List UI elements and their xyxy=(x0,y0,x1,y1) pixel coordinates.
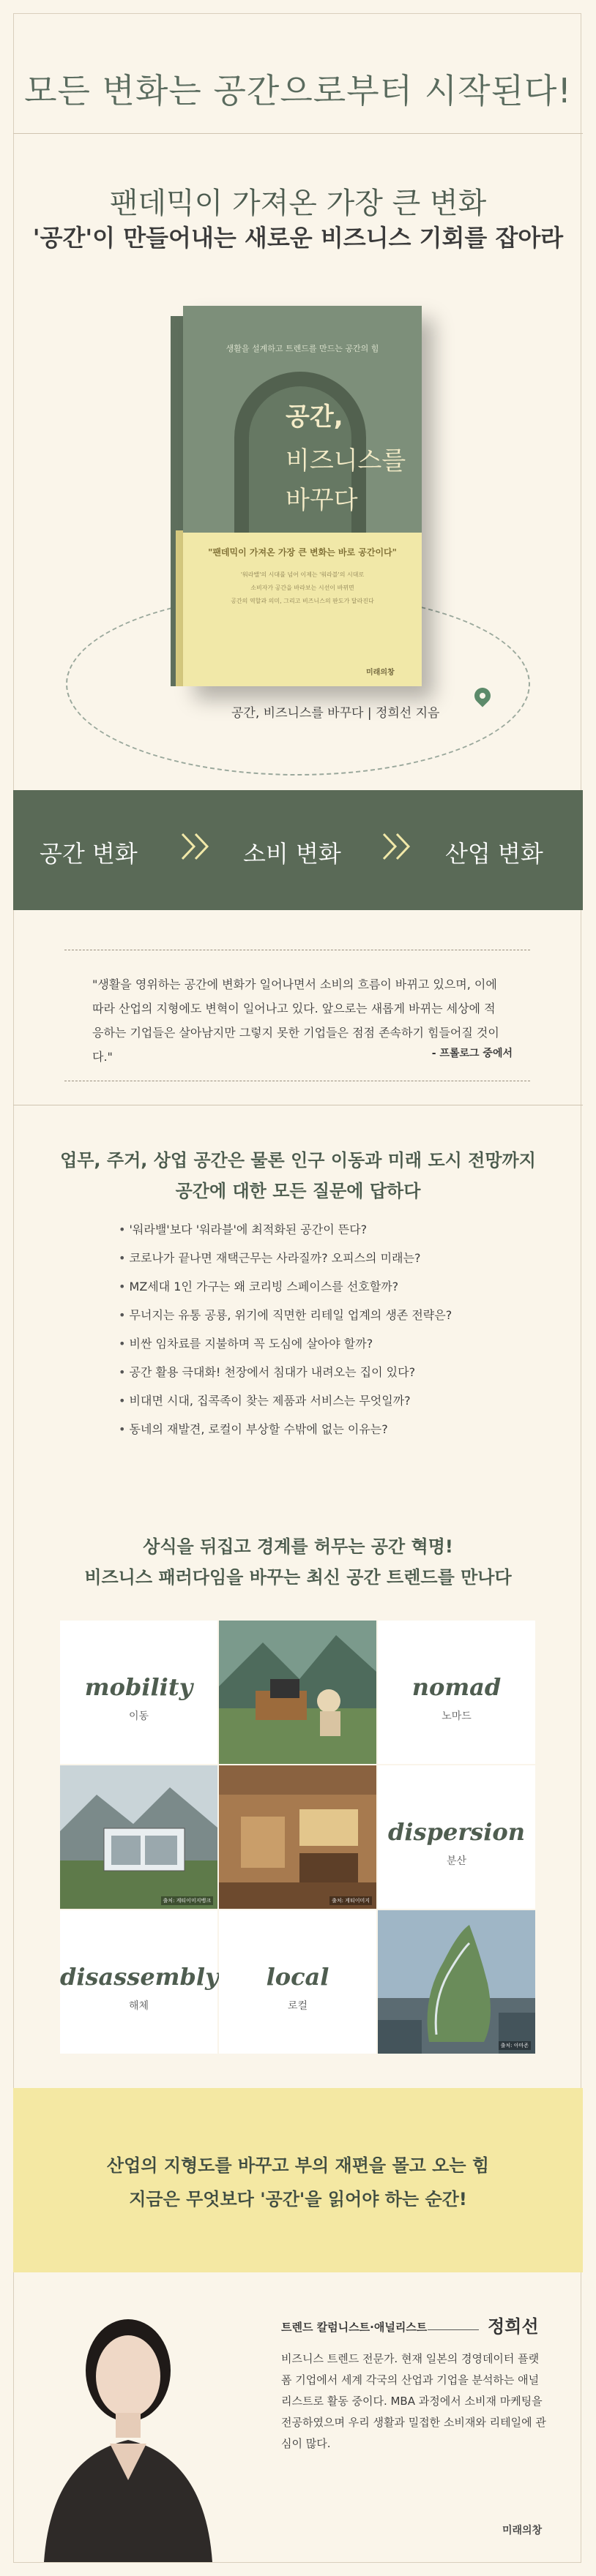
book-caption: 공간, 비즈니스를 바꾸다 | 정희선 지음 xyxy=(231,706,440,721)
trend-cell-dispersion xyxy=(378,1765,535,1909)
section2-subheading: 공간에 대한 모든 질문에 답하다 xyxy=(175,1181,421,1201)
list-item: • 동네의 재발견, 로컬이 부상할 수밖에 없는 이유는? xyxy=(119,1420,529,1449)
list-item: • 코로나가 끝나면 재택근무는 사라질까? 오피스의 미래는? xyxy=(119,1249,529,1277)
book-cover xyxy=(183,306,422,686)
author-bio: 비즈니스 트렌드 전문가. 현재 일본의 경영데이터 플랫폼 기업에서 세계 각국의 산업과 기업을 분석하는 애널리스트로 활동 중이다. MBA 과정에서 소비재 마케팅을 전공하였으며 우리 생활과 밀접한 소비재와 리테일에 관심이 많다. xyxy=(281,2352,546,2450)
author-role: 트렌드 칼럼니스트·애널리스트 xyxy=(281,2321,428,2334)
author-photo xyxy=(29,2290,227,2562)
flow-step-space: 공간 변화 xyxy=(40,840,138,868)
band-quote: "팬데믹이 가져온 가장 큰 변화는 바로 공간이다" xyxy=(208,547,397,557)
trend-word: disassembly xyxy=(60,1963,219,1991)
photo-building-cell xyxy=(378,1910,535,2054)
book-title-line1: 공간, xyxy=(286,402,343,432)
list-item: • 무너지는 유통 공룡, 위기에 직면한 리테일 업계의 생존 전략은? xyxy=(119,1306,529,1334)
highlight-band xyxy=(13,2088,583,2272)
trend-cell-disassembly xyxy=(60,1910,217,2054)
highlight-line1: 산업의 지형도를 바꾸고 부의 재편을 몰고 오는 힘 xyxy=(106,2155,490,2176)
trend-word: dispersion xyxy=(388,1818,525,1846)
photo-living-room xyxy=(219,1765,376,1909)
chevron-right-icon xyxy=(379,828,416,865)
trend-word: mobility xyxy=(84,1673,193,1701)
trend-grid xyxy=(60,1621,536,2054)
photo-credit: 출처: 게티이미지 xyxy=(329,1896,372,1905)
band-line: '워라밸'의 시대를 넘어 이제는 '워라블'의 시대로 xyxy=(240,571,365,578)
section3-heading: 상식을 뒤집고 경계를 허무는 공간 혁명! xyxy=(143,1536,453,1557)
publisher-logo: 미래의창 xyxy=(502,2525,543,2536)
photo-credit: 출처: 아마존 xyxy=(499,2041,531,2050)
prologue-quote: "생활을 영위하는 공간에 변화가 일어나면서 소비의 흐름이 바뀌고 있으며, 이에 따라 산업의 지형에도 변혁이 일어나고 있다. 앞으로는 새롭게 바뀌는 세상에 적응하는 기업들은 살아남지만 그렇지 못한 기업들은 점점 존속하기 힘들어질 것이다." xyxy=(92,977,499,1064)
trend-word-ko: 이동 xyxy=(128,1711,149,1722)
flow-band xyxy=(13,790,583,910)
photo-spiral-building xyxy=(378,1910,535,2054)
trend-word-ko: 분산 xyxy=(446,1855,467,1867)
section3-subheading: 비즈니스 패러다임을 바꾸는 최신 공간 트렌드를 만나다 xyxy=(84,1567,512,1588)
list-item: • 비대면 시대, 집콕족이 찾는 제품과 서비스는 무엇일까? xyxy=(119,1392,529,1420)
book-tagline: 생활을 설계하고 트렌드를 만드는 공간의 힘 xyxy=(226,344,379,353)
list-item: • 비싼 임차료를 지불하며 꼭 도심에 살아야 할까? xyxy=(119,1334,529,1363)
trend-word-ko: 해체 xyxy=(128,2000,149,2012)
trend-cell-local xyxy=(219,1910,376,2054)
intro-subheadline: '공간'이 만들어내는 새로운 비즈니스 기회를 잡아라 xyxy=(32,224,564,252)
header-title: 모든 변화는 공간으로부터 시작된다! xyxy=(24,71,572,110)
photo-interior-cell xyxy=(219,1765,376,1909)
trend-word: local xyxy=(266,1963,329,1991)
photo-glass-cabin xyxy=(60,1765,217,1909)
trend-word: nomad xyxy=(411,1673,502,1701)
header-divider xyxy=(13,133,583,134)
band-line: 공간의 역할과 의미, 그리고 비즈니스의 판도가 달라진다 xyxy=(231,598,374,604)
section2-heading: 업무, 주거, 상업 공간은 물론 인구 이동과 미래 도시 전망까지 xyxy=(60,1150,536,1171)
author-name: 정희선 xyxy=(488,2316,539,2337)
band-line: 소비자가 공간을 바라보는 시선이 바뀌면 xyxy=(250,585,354,591)
trend-word-ko: 로컬 xyxy=(287,2000,308,2012)
list-item: • MZ세대 1인 가구는 왜 코리빙 스페이스를 선호할까? xyxy=(119,1277,529,1306)
prologue-quote-box xyxy=(64,950,530,1081)
list-item: • '워라밸'보다 '워라블'에 최적화된 공간이 뜬다? xyxy=(119,1220,529,1249)
trend-word-ko: 노마드 xyxy=(442,1711,472,1722)
intro-headline: 팬데믹이 가져온 가장 큰 변화 xyxy=(109,187,487,220)
photo-mountain-workspace xyxy=(219,1621,376,1764)
band-publisher: 미래의창 xyxy=(366,669,395,677)
author-rule xyxy=(428,2329,479,2330)
chevron-right-icon xyxy=(178,828,215,865)
flow-step-consumption: 소비 변화 xyxy=(243,840,341,868)
photo-cabin-cell xyxy=(60,1765,217,1909)
photo-credit: 출처: 게티이미지뱅크 xyxy=(161,1896,213,1905)
book-belly-band xyxy=(183,533,422,686)
book-title-line3: 바꾸다 xyxy=(286,486,358,515)
trend-cell-nomad xyxy=(378,1621,535,1764)
quote-source: - 프롤로그 중에서 xyxy=(431,1048,513,1059)
flow-step-industry: 산업 변화 xyxy=(445,840,543,868)
question-list xyxy=(119,1220,529,1449)
highlight-line2: 지금은 무엇보다 '공간'을 읽어야 하는 순간! xyxy=(129,2189,467,2209)
book-title-line2: 비즈니스를 xyxy=(286,446,406,476)
list-item: • 공간 활용 극대화! 천장에서 침대가 내려오는 집이 있다? xyxy=(119,1363,529,1392)
trend-cell-mobility xyxy=(60,1621,217,1764)
